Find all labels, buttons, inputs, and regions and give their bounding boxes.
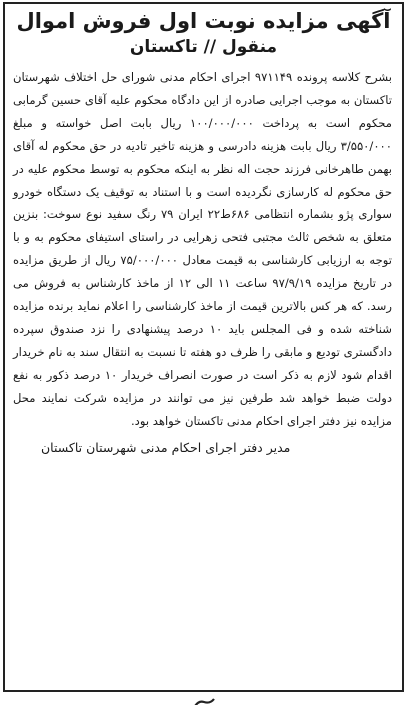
notice-subtitle: منقول // تاکستان [129, 37, 278, 57]
auction-notice [3, 2, 404, 692]
cropped-logo-fragment [176, 694, 232, 705]
notice-title: آگهی مزایده نوبت اول فروش اموال [16, 9, 391, 33]
notice-signature: مدیر دفتر اجرای احکام مدنی شهرستان تاکستان [41, 439, 291, 455]
notice-body: بشرح کلاسه پرونده ۹۷۱۱۴۹ اجرای احکام مدنی شورای حل اختلاف شهرستان تاکستان به موجب اجرایی صادره از این دادگاه محکوم علیه آقای حسین گرمابی محکوم است به پرداخت ۱۰۰/۰۰۰/۰۰۰ ریال بابت اصل خواسته و مبلغ ۳/۵۵۰/۰۰۰ ریال بابت هزینه دادرسی و هزینه تاخیر تادیه در حق محکوم له آقای بهمن طاهرخانی فرزند حجت اله نظر به اینکه محکوم به توسط محکوم علیه در حق محکوم له کارسازی نگردیده است و با استناد به توقیف یک دستگاه خودرو سواری پژو بشماره انتظامی ۶۸۶ط۲۲ ایران ۷۹ رنگ سفید نوع سوخت: بنزین متعلق به شخص ثالث مجتبی فتحی زهرایی در راستای استیفای محکوم به و با توجه به ارزیابی کارشناسی به قیمت معادل ۷۵/۰۰۰/۰۰۰ ریال از طریق مزایده در تاریخ مزایده ۹۷/۹/۱۹ ساعت ۱۱ الی ۱۲ از ماخذ کارشناس به فروش می رسد. که هر کس بالاترین قیمت از ماخذ کارشناسی را اعلام نماید برنده مزایده شناخته شده و فی المجلس باید ۱۰ درصد پیشنهادی را نزد صندوق سپرده دادگستری تودیع و مابقی را ظرف دو هفته تا نسبت به انتقال سند به نام خریدار اقدام شود لازم به ذکر است در صورت انصراف خریدار ۱۰ درصد ذکور به نفع دولت ضبط خواهد شد طرفین نیز می توانند در مزایده شرکت نمایند محل مزایده نیز دفتر اجرای احکام مدنی تاکستان خواهد بود. [13, 70, 393, 428]
